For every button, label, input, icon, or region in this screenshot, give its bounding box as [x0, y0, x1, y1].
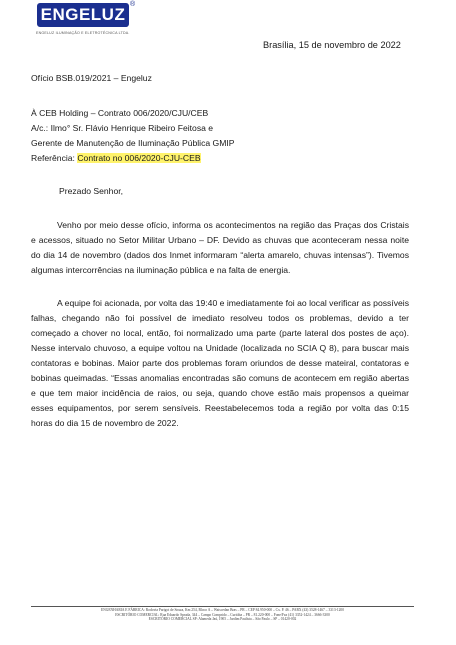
body-paragraph-2: A equipe foi acionada, por volta das 19:40 e imediatamente foi ao local verificar as possíveis falhas, chegando não foi possível de imediato resolveu todos os problemas, devido a ter começado a chover no local, então, foi normalizado uma parte (parte lateral dos postes de aço). Nesse intervalo chuvoso, a equipe voltou na Unidade (localizada no SCIA Q 8), para buscar mais contatoras e bobinas. Maior parte dos problemas foram oriundos de desse mateiral, contatoras e bobinas queimadas. “Essas anomalias encontradas são comuns de acontecem em região abertas e que tem maior incidência de raios, ou seja, quando chove estão mais propensos a queimar esses equipamentos, por serem sensíveis. Reestabelecemos toda a região por volta das 0:15 horas do dia 15 de novembro de 2022.	[31, 298, 409, 428]
reference-value: Contrato no 006/2020-CJU-CEB	[77, 153, 201, 163]
role-line: Gerente de Manutenção de Iluminação Pública GMIP	[31, 138, 235, 148]
letter-ref-number: Ofício BSB.019/2021 – Engeluz	[31, 73, 152, 83]
letter-date: Brasília, 15 de novembro de 2022	[263, 40, 401, 50]
attention-line: A/c.: Ilmo° Sr. Flávio Henrique Ribeiro Feitosa e	[31, 123, 214, 133]
footer-divider	[31, 606, 414, 607]
company-subtitle: ENGELUZ ILUMINAÇÃO E ELETROTÉCNICA LTDA.	[36, 31, 130, 35]
footer-line-3: ESCRITÓRIO COMERCIAL SP: Alameda Jaú, 1905 – Jardim Paulista – São Paulo – SP – 01420-002	[148, 617, 297, 622]
recipient-line: À CEB Holding – Contrato 006/2020/CJU/CEB	[31, 108, 209, 118]
reference-label: Referência:	[31, 153, 78, 163]
reference-line	[31, 153, 201, 163]
company-logo: ENGELUZ	[37, 3, 129, 27]
registered-mark: ®	[130, 1, 136, 8]
footer-line-1: ENGENHARIA E FÁBRICA: Rodovia Parigot de Souza, Km 254, Bloco A – Waiscedan Bras – PR – CEP 84.950-000 – Cx. P. 46 – PABX (43) 3528-1467 – 3313-1200	[100, 608, 345, 612]
footer-line-2: ESCRITÓRIO COMERCIAL: Rua Eduardo Sprada, 344 – Campo Comprido – Curitiba – PR – 81.220-000 – Fone/Fax (41) 3352-1424 – 3666-3300	[115, 612, 330, 617]
footer-addresses	[31, 608, 414, 622]
body-paragraph-1: Venho por meio desse ofício, informa os acontecimentos na região das Praças dos Cristais e acessos, situado no Setor Militar Urbano – DF. Devido as chuvas que aconteceram nessa noite do dia 14 de novembro (dados dos Inmet informaram “alerta amarelo, chuvas intensas”). Tivemos algumas intercorrências na iluminação pública e na falta de energia.	[31, 220, 409, 275]
salutation: Prezado Senhor,	[59, 186, 124, 196]
